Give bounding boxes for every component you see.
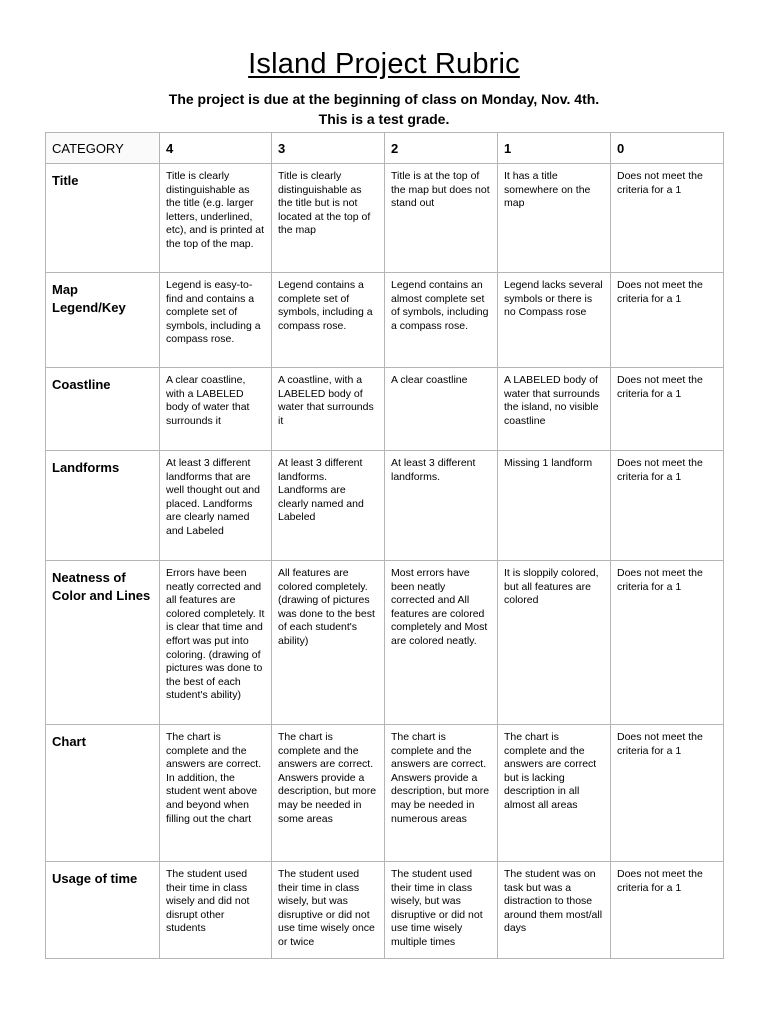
table-cell: The chart is complete and the answers are correct. Answers provide a description, but more may be needed in numerous areas — [385, 725, 498, 862]
table-cell: The chart is complete and the answers are correct. In addition, the student went above and beyond when filling out the chart — [160, 725, 272, 862]
table-cell: Legend contains a complete set of symbols, including a compass rose. — [272, 273, 385, 368]
table-cell: A clear coastline, with a LABELED body of water that surrounds it — [160, 368, 272, 451]
table-cell: The student used their time in class wisely and did not disrupt other students — [160, 862, 272, 959]
table-row — [46, 273, 724, 368]
table-cell: Legend contains an almost complete set of symbols, including a compass rose. — [385, 273, 498, 368]
table-cell: It has a title somewhere on the map — [498, 164, 611, 273]
table-cell: The student used their time in class wisely, but was disruptive or did not use time wisely multiple times — [385, 862, 498, 959]
table-cell: Does not meet the criteria for a 1 — [611, 164, 724, 273]
header-category: CATEGORY — [46, 133, 160, 164]
header-score-3: 3 — [272, 133, 385, 164]
table-row — [46, 862, 724, 959]
table-cell: A clear coastline — [385, 368, 498, 451]
table-cell: Errors have been neatly corrected and all features are colored completely. It is clear that time and effort was put into coloring. (drawing of pictures was done to the best of each student's ability) — [160, 561, 272, 725]
table-row — [46, 561, 724, 725]
table-cell: Title is clearly distinguishable as the title but is not located at the top of the map — [272, 164, 385, 273]
row-category: Chart — [46, 725, 160, 862]
table-cell: All features are colored completely. (drawing of pictures was done to the best of each student's ability) — [272, 561, 385, 725]
table-row — [46, 725, 724, 862]
table-cell: The student was on task but was a distraction to those around them most/all days — [498, 862, 611, 959]
table-cell: At least 3 different landforms. Landforms are clearly named and Labeled — [272, 451, 385, 561]
rubric-table — [45, 132, 724, 959]
table-header-row — [46, 133, 724, 164]
table-cell: Title is clearly distinguishable as the title (e.g. larger letters, underlined, etc), and is printed at the top of the map. — [160, 164, 272, 273]
table-cell: The chart is complete and the answers are correct but is lacking description in all almost all areas — [498, 725, 611, 862]
table-cell: It is sloppily colored, but all features are colored — [498, 561, 611, 725]
due-date-note: The project is due at the beginning of class on Monday, Nov. 4th. — [168, 91, 600, 107]
row-category: Landforms — [46, 451, 160, 561]
table-cell: Legend is easy-to-find and contains a complete set of symbols, including a compass rose. — [160, 273, 272, 368]
table-cell: Does not meet the criteria for a 1 — [611, 725, 724, 862]
row-category: Neatness of Color and Lines — [46, 561, 160, 725]
table-cell: Does not meet the criteria for a 1 — [611, 561, 724, 725]
row-category: Map Legend/Key — [46, 273, 160, 368]
table-cell: Missing 1 landform — [498, 451, 611, 561]
table-row — [46, 164, 724, 273]
row-category: Coastline — [46, 368, 160, 451]
table-cell: Most errors have been neatly corrected and All features are colored completely and Most are colored neatly. — [385, 561, 498, 725]
table-cell: Does not meet the criteria for a 1 — [611, 862, 724, 959]
table-cell: At least 3 different landforms. — [385, 451, 498, 561]
header-score-0: 0 — [611, 133, 724, 164]
table-row — [46, 451, 724, 561]
header-score-2: 2 — [385, 133, 498, 164]
table-cell: Legend lacks several symbols or there is no Compass rose — [498, 273, 611, 368]
table-cell: The chart is complete and the answers are correct. Answers provide a description, but more may be needed in some areas — [272, 725, 385, 862]
table-cell: Does not meet the criteria for a 1 — [611, 368, 724, 451]
table-cell: Title is at the top of the map but does not stand out — [385, 164, 498, 273]
header-score-1: 1 — [498, 133, 611, 164]
table-row — [46, 368, 724, 451]
table-cell: The student used their time in class wisely, but was disruptive or did not use time wisely once or twice — [272, 862, 385, 959]
row-category: Title — [46, 164, 160, 273]
page-title: Island Project Rubric — [248, 48, 520, 80]
table-cell: A LABELED body of water that surrounds the island, no visible coastline — [498, 368, 611, 451]
table-cell: A coastline, with a LABELED body of water that surrounds it — [272, 368, 385, 451]
row-category: Usage of time — [46, 862, 160, 959]
header-score-4: 4 — [160, 133, 272, 164]
table-cell: Does not meet the criteria for a 1 — [611, 273, 724, 368]
table-cell: Does not meet the criteria for a 1 — [611, 451, 724, 561]
table-cell: At least 3 different landforms that are well thought out and placed. Landforms are clearly named and Labeled — [160, 451, 272, 561]
grade-note: This is a test grade. — [318, 111, 450, 127]
